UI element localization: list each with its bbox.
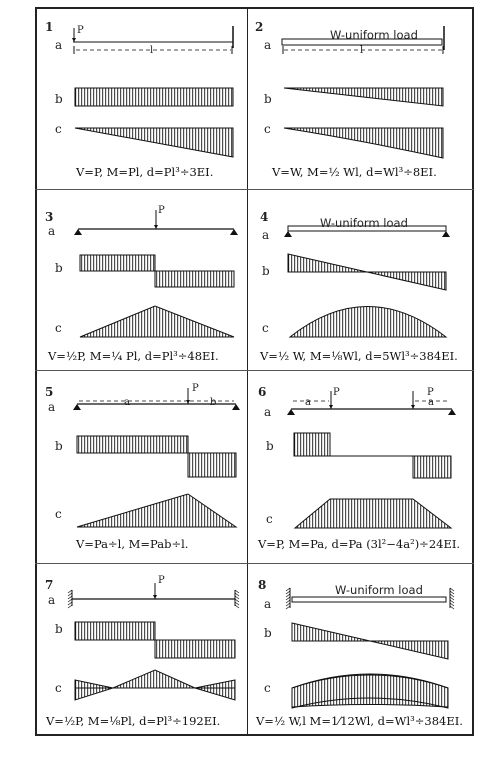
row-label-a: a: [262, 228, 270, 242]
load-label: P: [427, 387, 434, 398]
wall-hatch: [286, 588, 290, 591]
moment-diagram: [284, 128, 443, 158]
support-icon: [287, 409, 295, 415]
shear-diagram: [294, 433, 330, 456]
wall-hatch: [450, 597, 454, 600]
wall-hatch: [450, 600, 454, 603]
load-label: W-uniform load: [330, 28, 418, 42]
row-label-c: c: [262, 321, 269, 335]
span-label: l: [150, 45, 154, 56]
wall-hatch: [235, 593, 239, 596]
load-label: P: [158, 575, 165, 586]
moment-diagram: [290, 307, 446, 338]
row-label-b: b: [264, 92, 272, 106]
wall-hatch: [68, 590, 72, 593]
support-icon: [73, 404, 81, 410]
panel-number: 8: [258, 578, 267, 592]
formula: V=Pa÷l, M=Pab÷l.: [76, 537, 189, 551]
support-icon: [448, 409, 456, 415]
shear-diagram: [155, 271, 234, 287]
shear-diagram: [367, 272, 446, 290]
shear-diagram: [413, 456, 451, 478]
wall-hatch: [68, 599, 72, 602]
moment-diagram: [75, 680, 113, 700]
support-icon: [74, 229, 82, 235]
wall-hatch: [450, 588, 454, 591]
support-icon: [442, 231, 450, 237]
panel-number: 2: [255, 20, 264, 34]
wall-hatch: [286, 594, 290, 597]
span-a-label: a: [305, 397, 311, 408]
row-label-a: a: [48, 593, 56, 607]
load-label: W-uniform load: [335, 583, 423, 597]
row-label-a: a: [55, 38, 63, 52]
row-label-a: a: [264, 405, 272, 419]
shear-diagram: [370, 641, 448, 659]
wall-hatch: [235, 599, 239, 602]
row-label-b: b: [55, 439, 63, 453]
row-label-b: b: [262, 264, 270, 278]
row-label-c: c: [264, 122, 271, 136]
wall-hatch: [450, 594, 454, 597]
row-label-c: c: [55, 321, 62, 335]
row-label-b: b: [55, 622, 63, 636]
shear-diagram: [75, 622, 155, 640]
shear-diagram: [188, 453, 236, 477]
wall-hatch: [450, 603, 454, 606]
row-label-b: b: [55, 261, 63, 275]
shear-diagram: [75, 88, 233, 106]
wall-hatch: [286, 606, 290, 609]
wall-hatch: [235, 596, 239, 599]
panel-number: 1: [45, 20, 54, 34]
formula: V=P, M=Pa, d=Pa (3l²−4a²)÷24EI.: [258, 537, 461, 551]
load-label: P: [158, 205, 165, 216]
formula: V=P, M=Pl, d=Pl³÷3EI.: [76, 165, 214, 179]
row-label-c: c: [264, 681, 271, 695]
formula: V=½P, M=⅛Pl, d=Pl³÷192EI.: [46, 714, 221, 728]
shear-diagram: [77, 436, 188, 453]
shear-diagram: [284, 88, 443, 106]
wall-hatch: [68, 605, 72, 608]
load-label: P: [77, 25, 84, 36]
wall-hatch: [450, 591, 454, 594]
support-icon: [232, 404, 240, 410]
span-b-label: b: [210, 397, 217, 408]
wall-hatch: [286, 597, 290, 600]
wall-hatch: [286, 603, 290, 606]
row-label-a: a: [48, 400, 56, 414]
load-label: W-uniform load: [320, 216, 408, 230]
load-bar: [292, 597, 446, 602]
formula: V=W, M=½ Wl, d=Wl³÷8EI.: [272, 165, 437, 179]
span-label: l: [360, 45, 364, 56]
panel-number: 7: [45, 578, 54, 592]
formula: V=½ W, M=⅛Wl, d=5Wl³÷384EI.: [260, 349, 458, 363]
row-label-a: a: [264, 597, 272, 611]
wall-hatch: [286, 591, 290, 594]
moment-diagram: [80, 306, 234, 337]
support-icon: [230, 229, 238, 235]
span-a-label: a: [124, 397, 130, 408]
panel-number: 4: [260, 210, 269, 224]
wall-hatch: [235, 602, 239, 605]
shear-diagram: [292, 623, 370, 641]
shear-diagram: [288, 254, 367, 272]
arrowhead-icon: [72, 38, 76, 42]
row-label-c: c: [55, 681, 62, 695]
moment-diagram: [77, 494, 236, 527]
wall-hatch: [68, 596, 72, 599]
wall-hatch: [235, 605, 239, 608]
panel-number: 5: [45, 385, 54, 399]
moment-diagram: [75, 128, 233, 157]
wall-hatch: [68, 602, 72, 605]
load-label: P: [333, 387, 340, 398]
moment-diagram: [295, 499, 451, 528]
support-icon: [284, 231, 292, 237]
row-label-c: c: [266, 512, 273, 526]
formula: V=½ W,l M=1⁄12Wl, d=Wl³÷384EI.: [256, 714, 463, 728]
row-label-a: a: [264, 38, 272, 52]
wall-hatch: [450, 606, 454, 609]
moment-diagram: [195, 680, 235, 700]
shear-diagram: [80, 255, 155, 271]
row-label-c: c: [55, 507, 62, 521]
load-label: P: [192, 383, 199, 394]
wall-hatch: [68, 593, 72, 596]
row-label-a: a: [48, 224, 56, 238]
moment-diagram: [113, 670, 195, 688]
panel-number: 3: [45, 210, 54, 224]
row-label-b: b: [264, 626, 272, 640]
formula: V=½P, M=¼ Pl, d=Pl³÷48EI.: [48, 349, 219, 363]
wall-hatch: [235, 590, 239, 593]
row-label-b: b: [266, 439, 274, 453]
panel-number: 6: [258, 385, 267, 399]
row-label-b: b: [55, 92, 63, 106]
shear-diagram: [155, 640, 235, 658]
moment-diagram: [292, 674, 448, 707]
wall-hatch: [286, 600, 290, 603]
span-a-label: a: [428, 397, 434, 408]
row-label-c: c: [55, 122, 62, 136]
